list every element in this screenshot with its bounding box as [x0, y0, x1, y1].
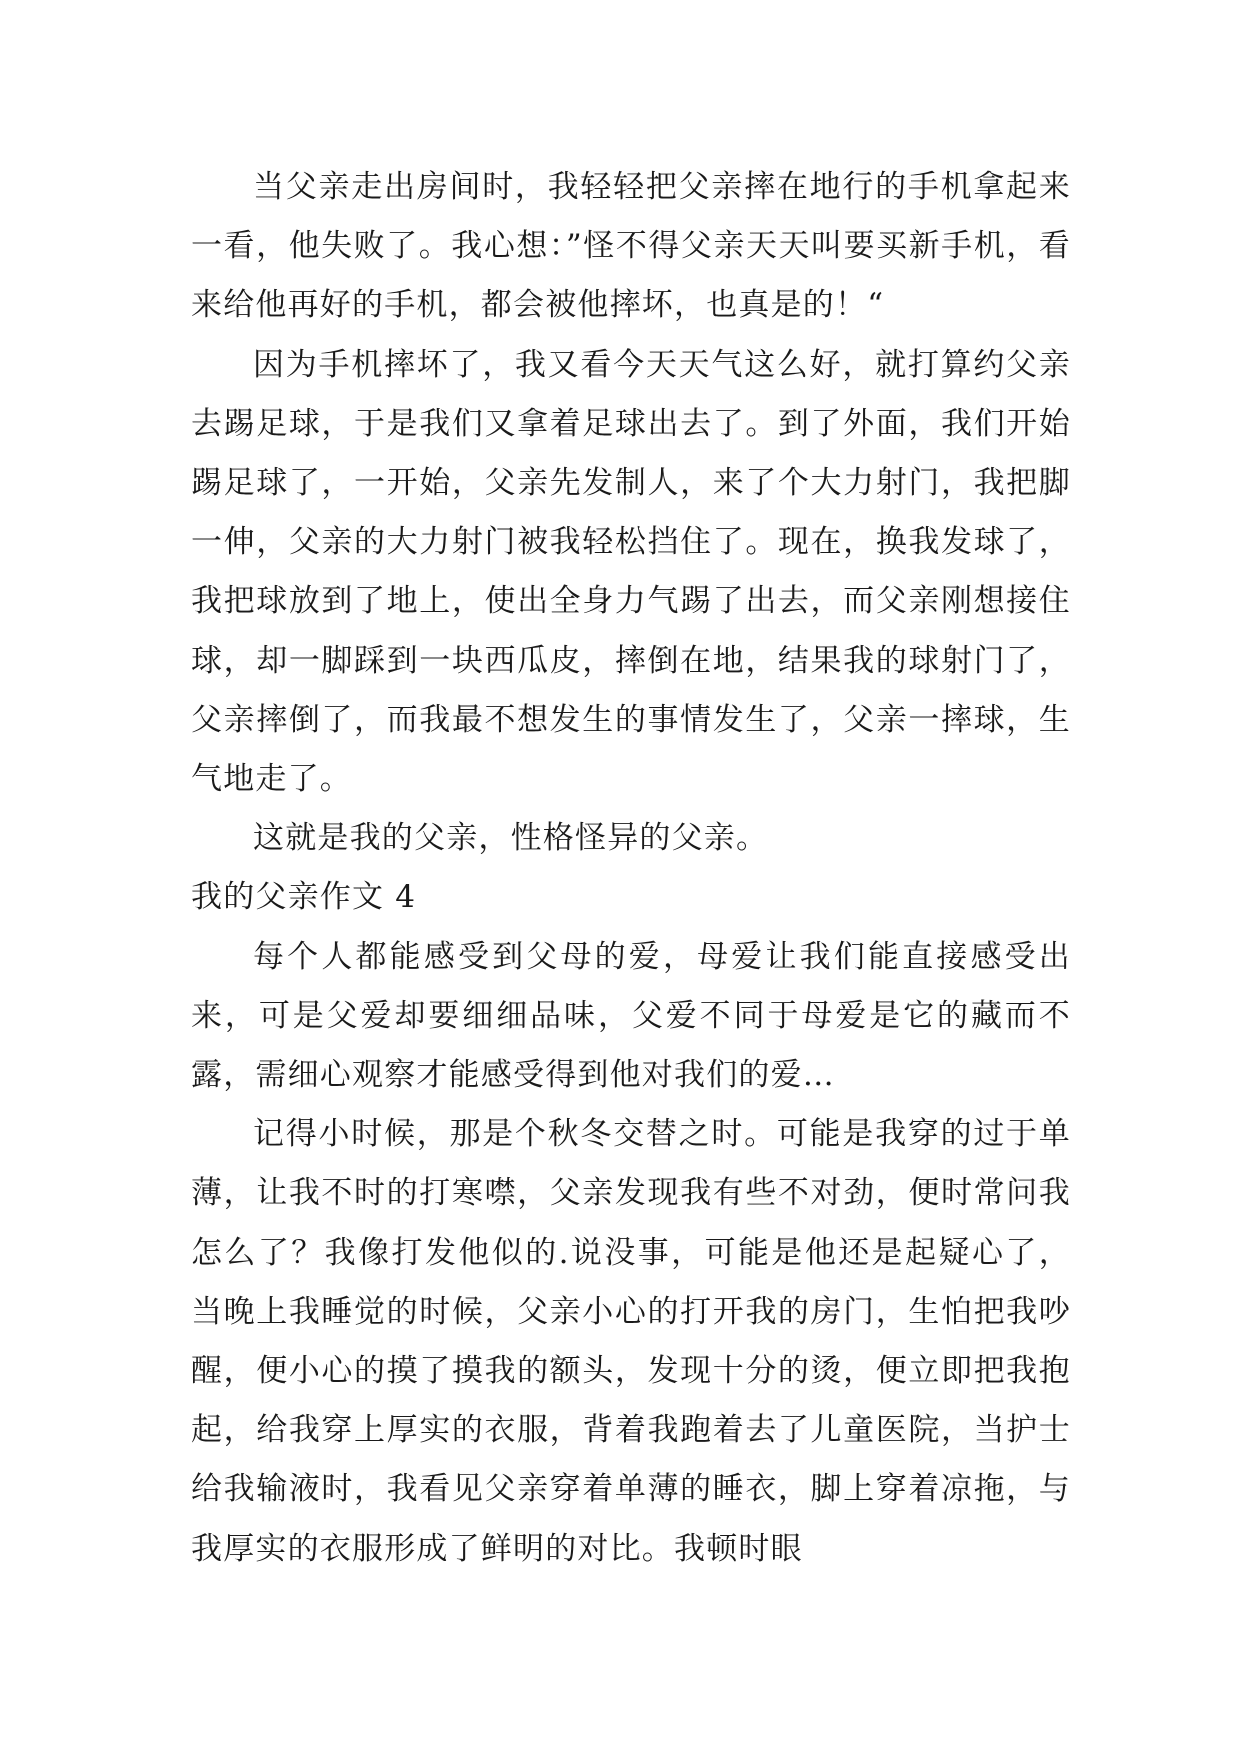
- document-body: [191, 158, 1071, 1579]
- paragraph-childhood-memory: 记得小时候，那是个秋冬交替之时。可能是我穿的过于单薄，让我不时的打寒噤，父亲发现我有些不对劲，便时常问我怎么了？我像打发他似的.说没事，可能是他还是起疑心了，当晚上我睡觉的时候，父亲小心的打开我的房门，生怕把我吵醒，便小心的摸了摸我的额头，发现十分的烫，便立即把我抱起，给我穿上厚实的衣服，背着我跑着去了儿童医院，当护士给我输液时，我看见父亲穿着单薄的睡衣，脚上穿着凉拖，与我厚实的衣服形成了鲜明的对比。我顿时眼: [191, 1116, 1071, 1567]
- paragraph-fatherly-love: 每个人都能感受到父母的爱，母爱让我们能直接感受出来，可是父爱却要细细品味，父爱不同于母爱是它的藏而不露，需细心观察才能感受得到他对我们的爱…: [191, 938, 1071, 1094]
- paragraph-phone: 当父亲走出房间时，我轻轻把父亲摔在地行的手机拿起来一看，他失败了。我心想：”怪不得父亲天天叫要买新手机，看来给他再好的手机，都会被他摔坏，也真是的！“: [191, 169, 1071, 324]
- paragraph-conclusion: 这就是我的父亲，性格怪异的父亲。: [253, 820, 769, 857]
- paragraph-football: 因为手机摔坏了，我又看今天天气这么好，就打算约父亲去踢足球，于是我们又拿着足球出去了。到了外面，我们开始踢足球了，一开始，父亲先发制人，来了个大力射门，我把脚一伸，父亲的大力射门被我轻松挡住了。现在，换我发球了，我把球放到了地上，使出全身力气踢了出去，而父亲刚想接住球，却一脚踩到一块西瓜皮，摔倒在地，结果我的球射门了，父亲摔倒了，而我最不想发生的事情发生了，父亲一摔球，生气地走了。: [191, 346, 1071, 798]
- essay-heading: 我的父亲作文 4: [191, 879, 417, 916]
